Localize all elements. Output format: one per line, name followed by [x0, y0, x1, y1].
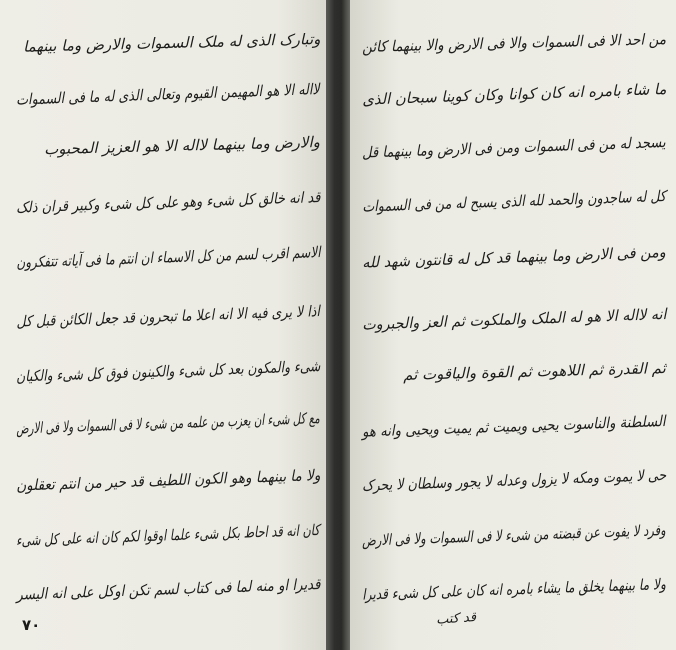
left-line-7: شیء والمکون بعد کل شیء والکینون فوق کل شیء والکیان — [15, 357, 321, 386]
left-line-6: اذا لا یری فیه الا انه اعلا ما تبحرون قد جعل الکائن قبل کل — [16, 302, 321, 331]
right-line-12-signature-text: قد کتب — [435, 610, 477, 628]
book-gutter — [326, 0, 350, 650]
left-line-8: مع کل شیء ان یعزب من علمه من شیء لا فی السموات ولا فی الارض — [16, 409, 321, 438]
right-line-9: حی لا یموت ومکه لا یزول وعدله لا یجور وسلطان لا یحرک — [361, 466, 667, 495]
right-line-1: من احد الا فی السموات والا فی الارض والا بینهما کائن — [361, 30, 667, 56]
right-line-11: ولا ما بینهما یخلق ما یشاء بامره انه کان علی کل شیء قدیرا — [361, 575, 667, 604]
left-line-5: الاسم اقرب لسم من کل الاسماء ان انتم ما فی آیاته تتفکرون — [15, 243, 321, 272]
left-line-11: قدیرا او منه لما فی کتاب لسم تکن اوکل علی انه الیسر — [15, 575, 321, 604]
left-line-3: والارض وما بینهما لااله الا هو العزیز المحبوب — [43, 133, 321, 159]
right-line-10: وفرد لا یفوت عن قبضته من شیء لا فی السموات ولا فی الارض — [362, 521, 667, 550]
right-line-6: انه لااله الا هو له الملک والملکوت ثم العز والجبروت — [361, 305, 667, 334]
page-number: ٧٠ — [22, 616, 41, 634]
right-line-7: ثم القدرة ثم اللاهوت ثم القوة والیاقوت ثم — [403, 359, 667, 384]
left-line-4: قد انه خالق کل شیء وهو علی کل شیء وکبیر قران ذلک — [15, 188, 321, 217]
left-line-10: کان انه قد احاط بکل شیء علما اوقوا لکم کان انه علی کل شیء — [16, 521, 321, 550]
left-page — [0, 0, 326, 650]
right-line-8: السلطنة والناسوت یحیی ویمیت ثم یمیت ویحیی وانه هو — [362, 412, 667, 441]
right-line-4: کل له ساجدون والحمد لله الذی یسبح له من فی السموات — [362, 187, 667, 216]
left-line-9: ولا ما بینهما وهو الکون اللطیف قد حیر من انتم تعقلون — [15, 466, 321, 495]
right-line-3: یسجد له من فی السموات ومن فی الارض وما بینهما قل — [362, 133, 667, 162]
left-line-1: وتبارک الذی له ملک السموات والارض وما بینهما — [22, 30, 321, 56]
right-line-5: ومن فی الارض وما بینهما قد کل له قانتون شهد لله — [362, 243, 667, 272]
right-page — [350, 0, 676, 650]
right-line-2: ما شاء بامره انه کان کوانا وکان کوینا سبحان الذی — [361, 80, 667, 109]
left-line-2: لااله الا هو المهیمن القیوم وتعالی الذی له ما فی السموات — [16, 80, 321, 109]
